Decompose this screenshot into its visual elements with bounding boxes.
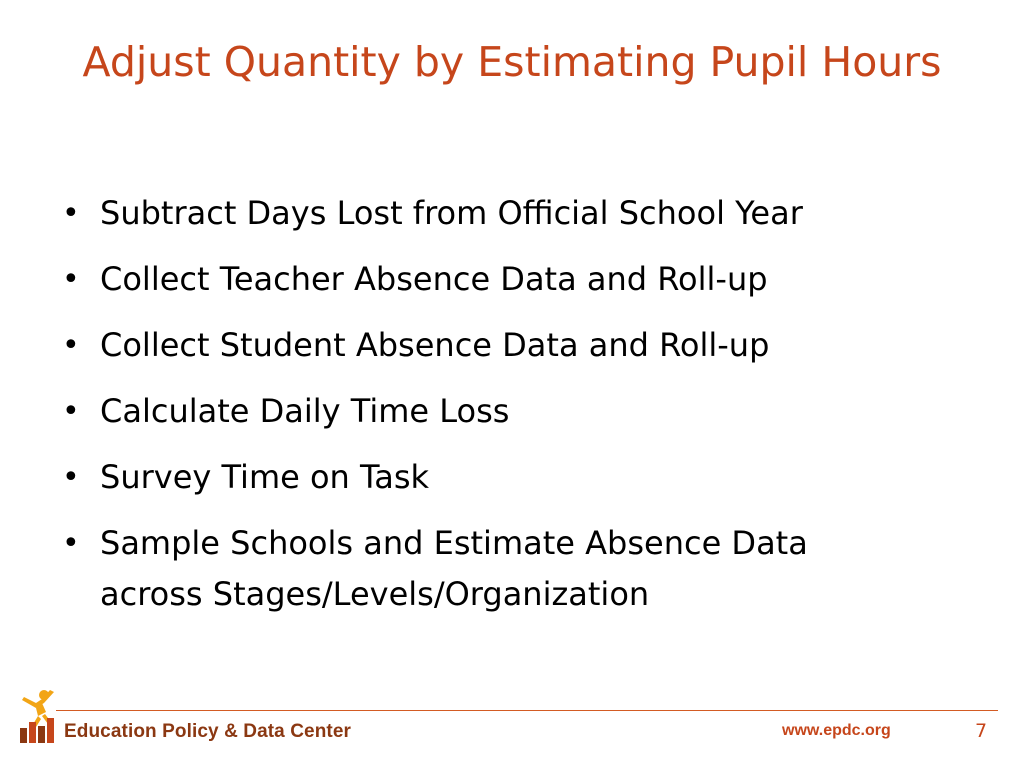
page-number: 7 (975, 720, 988, 742)
bullet-text: Sample Schools and Estimate Absence Data across Stages/Levels/Organization (100, 524, 808, 613)
bullet-text: Survey Time on Task (100, 458, 430, 496)
bullet-item (62, 254, 962, 305)
bullet-text: Calculate Daily Time Loss (100, 392, 510, 430)
bullet-text: Subtract Days Lost from Official School Year (100, 194, 803, 232)
bullet-item (62, 386, 962, 437)
organization-url-link[interactable]: www.epdc.org (782, 722, 891, 739)
bullet-item (62, 188, 962, 239)
bullet-item (62, 320, 962, 371)
footer-divider (56, 710, 998, 711)
bullet-item (62, 452, 962, 503)
bullet-dot-icon: • (62, 460, 80, 495)
bullet-dot-icon: • (62, 196, 80, 231)
bullet-dot-icon: • (62, 262, 80, 297)
organization-name: Education Policy & Data Center (64, 721, 352, 742)
slide-title: Adjust Quantity by Estimating Pupil Hours (82, 38, 942, 86)
bullet-text: Collect Student Absence Data and Roll-up (100, 326, 770, 364)
bullet-dot-icon: • (62, 394, 80, 429)
bullet-list (62, 188, 962, 635)
bullet-item (62, 518, 962, 620)
bullet-text: Collect Teacher Absence Data and Roll-up (100, 260, 768, 298)
epdc-logo-icon (14, 686, 60, 744)
bullet-dot-icon: • (62, 328, 80, 363)
bullet-dot-icon: • (62, 526, 80, 561)
